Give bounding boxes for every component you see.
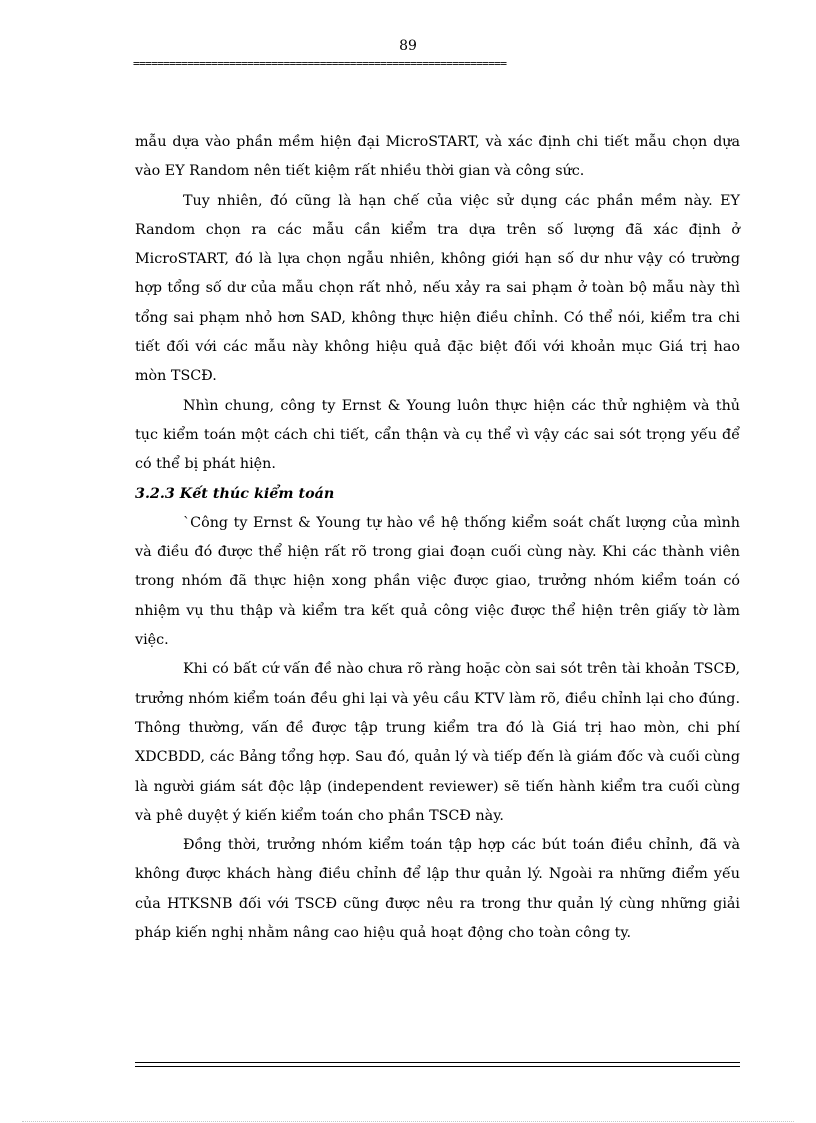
- paragraph-2: Tuy nhiên, đó cũng là hạn chế của việc sử dụng các phần mềm này. EY Random chọn ra các mẫu cần kiểm tra dựa trên số lượng đã xác định ở MicroSTART, đó là lựa chọn ngẫu nhiên, không giới hạn số dư như vậy có trường hợp tổng số dư của mẫu chọn rất nhỏ, nếu xảy ra sai phạm ở toàn bộ mẫu này thì tổng sai phạm nhỏ hơn SAD, không thực hiện điều chỉnh. Có thể nói, kiểm tra chi tiết đối với các mẫu này không hiệu quả đặc biệt đối với khoản mục Giá trị hao mòn TSCĐ.: [135, 192, 740, 385]
- page-number: 89: [399, 38, 417, 54]
- footer-rule-secondary: [135, 1066, 740, 1067]
- header-separator: ==============================================================: [133, 57, 507, 70]
- document-body: [135, 128, 740, 948]
- paragraph-4: `Công ty Ernst & Young tự hào về hệ thống kiểm soát chất lượng của mình và điều đó được thể hiện rất rõ trong giai đoạn cuối cùng này. Khi các thành viên trong nhóm đã thực hiện xong phần việc được giao, trưởng nhóm kiểm toán có nhiệm vụ thu thập và kiểm tra kết quả công việc được thể hiện trên giấy tờ làm việc.: [135, 514, 740, 649]
- paragraph-3: Nhìn chung, công ty Ernst & Young luôn thực hiện các thử nghiệm và thủ tục kiểm toán một cách chi tiết, cẩn thận và cụ thể vì vậy các sai sót trọng yếu để có thể bị phát hiện.: [135, 397, 740, 473]
- section-heading: 3.2.3 Kết thúc kiểm toán: [135, 485, 335, 502]
- footer-rule: [135, 1062, 740, 1063]
- paragraph-5: Khi có bất cứ vấn đề nào chưa rõ ràng hoặc còn sai sót trên tài khoản TSCĐ, trưởng nhóm kiểm toán đều ghi lại và yêu cầu KTV làm rõ, điều chỉnh lại cho đúng. Thông thường, vấn đề được tập trung kiểm tra đó là Giá trị hao mòn, chi phí XDCBDD, các Bảng tổng hợp. Sau đó, quản lý và tiếp đến là giám đốc và cuối cùng là người giám sát độc lập (independent reviewer) sẽ tiến hành kiểm tra cuối cùng và phê duyệt ý kiến kiểm toán cho phần TSCĐ này.: [135, 661, 740, 824]
- paragraph-1: mẫu dựa vào phần mềm hiện đại MicroSTART, và xác định chi tiết mẫu chọn dựa vào EY Random nên tiết kiệm rất nhiều thời gian và công sức.: [135, 134, 740, 180]
- page-bottom-border: [22, 1121, 794, 1122]
- paragraph-6: Đồng thời, trưởng nhóm kiểm toán tập hợp các bút toán điều chỉnh, đã và không được khách hàng điều chỉnh để lập thư quản lý. Ngoài ra những điểm yếu của HTKSNB đối với TSCĐ cũng được nêu ra trong thư quản lý cùng những giải pháp kiến nghị nhằm nâng cao hiệu quả hoạt động cho toàn công ty.: [135, 837, 740, 942]
